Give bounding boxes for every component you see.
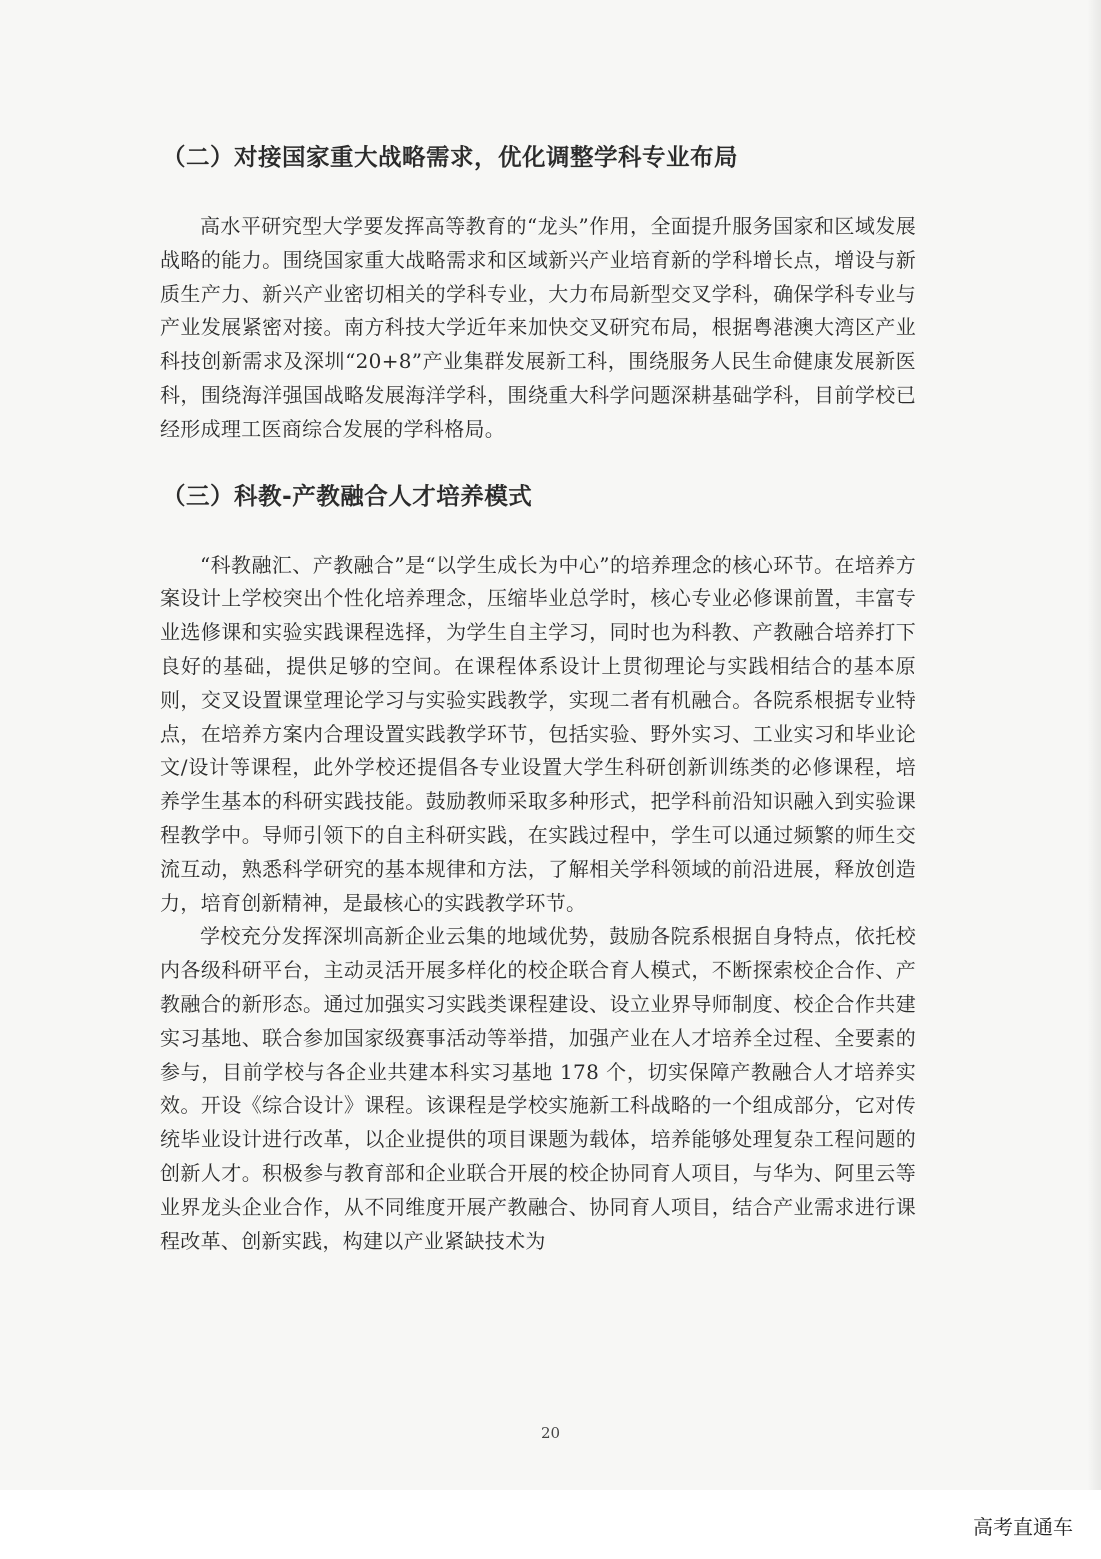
section-3-paragraph-1: “科教融汇、产教融合”是“以学生成长为中心”的培养理念的核心环节。在培养方案设计上学校突出个性化培养理念，压缩毕业总学时，核心专业必修课前置，丰富专业选修课和实验实践课程选择，为学生自主学习，同时也为科教、产教融合培养打下良好的基础，提供足够的空间。在课程体系设计上贯彻理论与实践相结合的基本原则，交叉设置课堂理论学习与实验实践教学，实现二者有机融合。各院系根据专业特点，在培养方案内合理设置实践教学环节，包括实验、野外实习、工业实习和毕业论文/设计等课程，此外学校还提倡各专业设置大学生科研创新训练类的必修课程，培养学生基本的科研实践技能。鼓励教师采取多种形式，把学科前沿知识融入到实验课程教学中。导师引领下的自主科研实践，在实践过程中，学生可以通过频繁的师生交流互动，熟悉科学研究的基本规律和方法，了解相关学科领域的前沿进展，释放创造力，培育创新精神，是最核心的实践教学环节。 xyxy=(160,552,916,915)
section-heading-2: （二）对接国家重大战略需求，优化调整学科专业布局 xyxy=(162,143,738,171)
section-2-paragraph: 高水平研究型大学要发挥高等教育的“龙头”作用，全面提升服务国家和区域发展战略的能力。围绕国家重大战略需求和区域新兴产业培育新的学科增长点，增设与新质生产力、新兴产业密切相关的学科专业，大力布局新型交叉学科，确保学科专业与产业发展紧密对接。南方科技大学近年来加快交叉研究布局，根据粤港澳大湾区产业科技创新需求及深圳“20+8”产业集群发展新工科，围绕服务人民生命健康发展新医科，围绕海洋强国战略发展海洋学科，围绕重大科学问题深耕基础学科，目前学校已经形成理工医商综合发展的学科格局。 xyxy=(160,214,916,441)
watermark-label: 高考直通车 xyxy=(973,1515,1073,1539)
section-heading-3: （三）科教-产教融合人才培养模式 xyxy=(162,481,533,510)
page-content xyxy=(160,138,916,1258)
section-3-paragraph-2: 学校充分发挥深圳高新企业云集的地域优势，鼓励各院系根据自身特点，依托校内各级科研平台，主动灵活开展多样化的校企联合育人模式，不断探索校企合作、产教融合的新形态。通过加强实习实践类课程建设、设立业界导师制度、校企合作共建实习基地、联合参加国家级赛事活动等举措，加强产业在人才培养全过程、全要素的参与，目前学校与各企业共建本科实习基地 178 个，切实保障产教融合人才培养实效。开设《综合设计》课程。该课程是学校实施新工科战略的一个组成部分，它对传统毕业设计进行改革，以企业提供的项目课题为载体，培养能够处理复杂工程问题的创新人才。积极参与教育部和企业联合开展的校企协同育人项目，与华为、阿里云等业界龙头企业合作，从不同维度开展产教融合、协同育人项目，结合产业需求进行课程改革、创新实践，构建以产业紧缺技术为 xyxy=(160,924,916,1253)
page-edge-shadow xyxy=(1087,0,1101,1490)
page-number: 20 xyxy=(540,1424,561,1442)
